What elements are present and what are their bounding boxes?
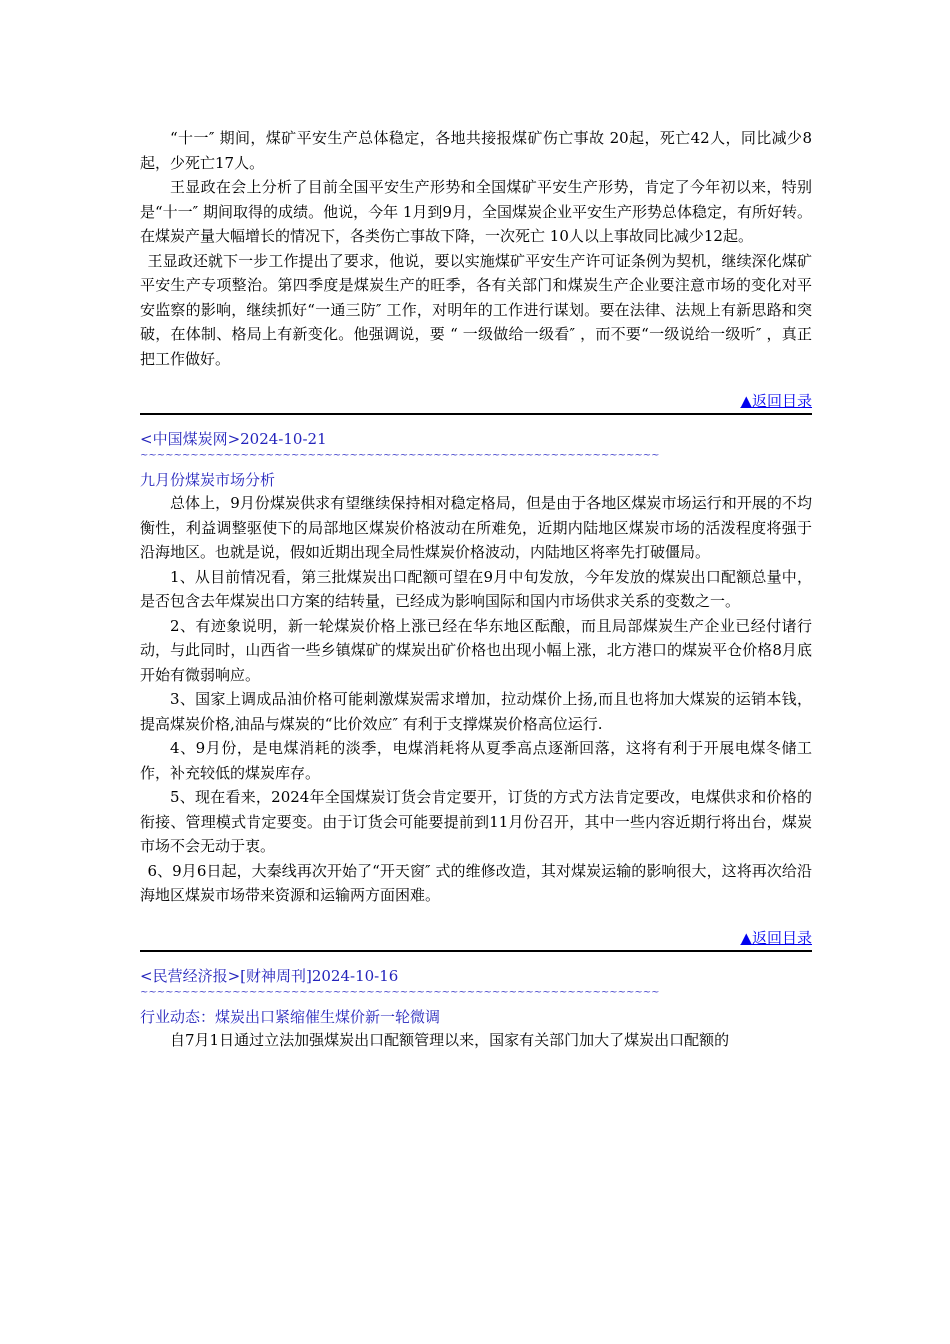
article-source: <民营经济报>[财神周刊]2024-10-16 [140,966,399,985]
spacer [140,908,812,928]
tilde-separator: ~~~~~~~~~~~~~~~~~~~~~~~~~~~~~~~~~~~~~~~~~~~~~~~~~~~~~~~~~~~~~~ [140,986,660,998]
back-to-toc-row [140,928,812,948]
article-section-safety [140,126,812,415]
paragraph: 5、现在看来，2024年全国煤炭订货会肯定要开，订货的方式方法肯定要改，电煤供求和价格的衔接、管理模式肯定要变。由于订货会可能要提前到11月份召开，其中一些内容近期行将出台，煤炭市场不会无动于衷。 [140,788,812,855]
back-to-toc-link[interactable]: ▲返回目录 [740,392,812,410]
paragraph: 1、从目前情况看，第三批煤炭出口配额可望在9月中旬发放，今年发放的煤炭出口配额总量中，是否包含去年煤炭出口方案的结转量，已经成为影响国际和国内市场供求关系的变数之一。 [140,567,812,610]
paragraph: 总体上，9月份煤炭供求有望继续保持相对稳定格局，但是由于各地区煤炭市场运行和开展的不均衡性，利益调整驱使下的局部地区煤炭价格波动在所难免，近期内陆地区煤炭市场的活泼程度将强于沿海地区。也就是说，假如近期出现全局性煤炭价格波动，内陆地区将率先打破僵局。 [140,494,812,561]
article-section-market-analysis [140,429,812,952]
tilde-separator: ~~~~~~~~~~~~~~~~~~~~~~~~~~~~~~~~~~~~~~~~~~~~~~~~~~~~~~~~~~~~~~ [140,450,660,461]
paragraph: 6、9月6日起，大秦线再次开始了“开天窗″ 式的维修改造，其对煤炭运输的影响很大，这将再次给沿海地区煤炭市场带来资源和运输两方面困难。 [140,861,812,904]
section-divider [140,950,812,952]
paragraph: 3、国家上调成品油价格可能刺激煤炭需求增加，拉动煤价上扬,而且也将加大煤炭的运销本钱，提高煤炭价格,油品与煤炭的“比价效应″ 有利于支撑煤炭价格高位运行. [140,690,812,733]
back-to-toc-link[interactable]: ▲返回目录 [740,928,812,947]
article-source: <中国煤炭网>2024-10-21 [140,430,327,448]
spacer [140,371,812,391]
paragraph: 王显政在会上分析了目前全国平安生产形势和全国煤矿平安生产形势，肯定了今年初以来，特别是“十一″ 期间取得的成绩。他说，今年 1月到9月，全国煤炭企业平安生产形势总体稳定，有所好转。在煤炭产量大幅增长的情况下，各类伤亡事故下降，一次死亡 10人以上事故同比减少12起。 [140,178,812,245]
paragraph: 2、有迹象说明，新一轮煤炭价格上涨已经在华东地区酝酿，而且局部煤炭生产企业已经付诸行动，与此同时，山西省一些乡镇煤矿的煤炭出矿价格也出现小幅上涨，北方港口的煤炭平仓价格8月底开始有微弱响应。 [140,616,812,684]
paragraph: 自7月1日通过立法加强煤炭出口配额管理以来，国家有关部门加大了煤炭出口配额的 [170,1030,730,1049]
back-to-toc-row [140,391,812,411]
article-headline: 九月份煤炭市场分析 [140,471,276,489]
document-page [140,126,812,1052]
paragraph: 4、9月份，是电煤消耗的淡季，电煤消耗将从夏季高点逐渐回落，这将有利于开展电煤冬储工作，补充较低的煤炭库存。 [140,739,812,782]
section-divider [140,413,812,415]
paragraph: 王显政还就下一步工作提出了要求，他说，要以实施煤矿平安生产许可证条例为契机，继续深化煤矿平安生产专项整治。第四季度是煤炭生产的旺季，各有关部门和煤炭生产企业要注意市场的变化对平安监察的影响，继续抓好“一通三防″ 工作，对明年的工作进行谋划。要在法律、法规上有新思路和突破，在体制、格局上有新变化。他强调说，要 “ 一级做给一级看″ ，而不要“一级说给一级听″ ，真正把工作做好。 [140,251,812,368]
article-headline: 行业动态：煤炭出口紧缩催生煤价新一轮微调 [140,1007,441,1026]
paragraph: “十一″ 期间，煤矿平安生产总体稳定，各地共接报煤矿伤亡事故 20起，死亡42人，同比减少8起，少死亡17人。 [140,129,812,172]
article-section-export [140,966,812,1053]
